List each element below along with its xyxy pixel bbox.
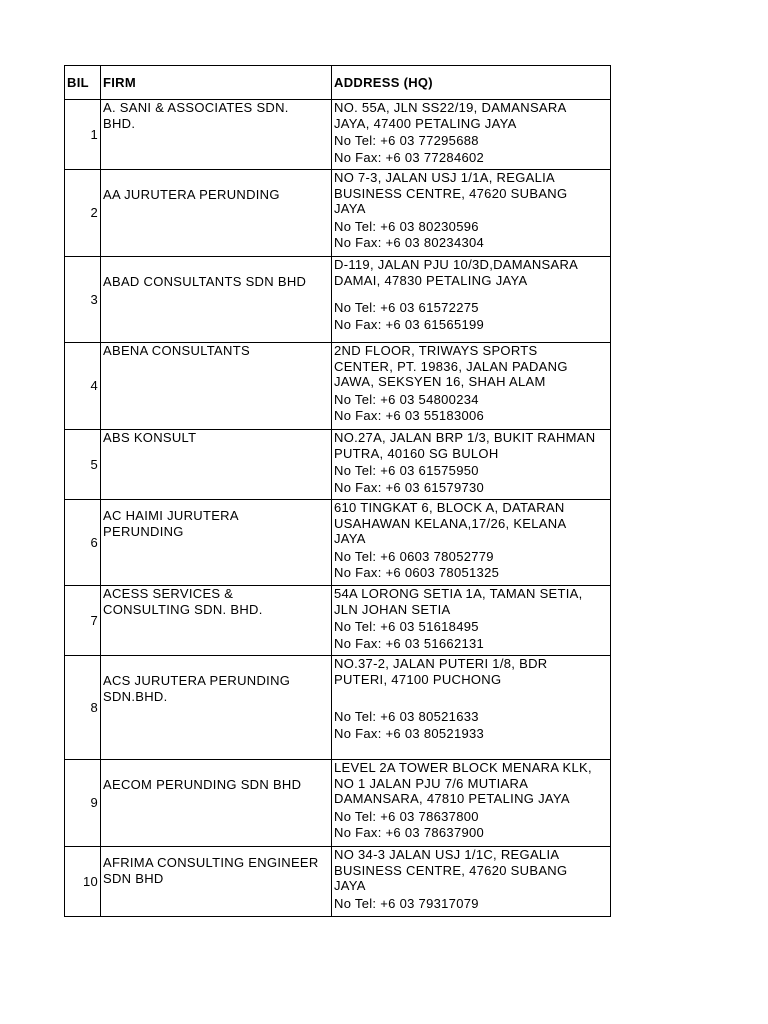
cell-firm <box>101 343 332 430</box>
fax-number: No Fax: +6 03 77284602 <box>334 149 485 165</box>
firm-name-line: ACS JURUTERA PERUNDING <box>103 673 291 688</box>
table-row <box>65 500 611 586</box>
header-address: ADDRESS (HQ) <box>332 66 611 100</box>
firm-directory-sheet <box>64 65 610 917</box>
cell-address <box>332 500 611 586</box>
table-row <box>65 170 611 257</box>
cell-firm <box>101 656 332 760</box>
cell-bil: 1 <box>65 100 101 170</box>
firm-name-line: ABENA CONSULTANTS <box>103 343 250 358</box>
address-line: BUSINESS CENTRE, 47620 SUBANG <box>334 185 568 201</box>
address-line: USAHAWAN KELANA,17/26, KELANA <box>334 515 567 531</box>
phone-number: No Tel: +6 03 61575950 <box>334 463 479 478</box>
address-line: NO.27A, JALAN BRP 1/3, BUKIT RAHMAN <box>334 430 596 445</box>
address-line: BUSINESS CENTRE, 47620 SUBANG <box>334 862 568 878</box>
cell-address <box>332 257 611 343</box>
address-line: NO.37-2, JALAN PUTERI 1/8, BDR <box>334 656 548 671</box>
address-line: 54A LORONG SETIA 1A, TAMAN SETIA, <box>334 586 583 601</box>
phone-number: No Tel: +6 03 61572275 <box>334 300 479 315</box>
cell-firm <box>101 430 332 500</box>
address-line: JAYA, 47400 PETALING JAYA <box>334 115 517 131</box>
cell-address <box>332 100 611 170</box>
cell-firm <box>101 500 332 586</box>
cell-bil: 2 <box>65 170 101 257</box>
firm-name-line: AFRIMA CONSULTING ENGINEER <box>103 855 319 870</box>
phone-number: No Tel: +6 03 78637800 <box>334 808 479 824</box>
address-line: NO 34-3 JALAN USJ 1/1C, REGALIA <box>334 847 560 862</box>
firm-name-line: ABAD CONSULTANTS SDN BHD <box>103 274 307 289</box>
table-row <box>65 430 611 500</box>
fax-number: No Fax: +6 03 80234304 <box>334 235 485 250</box>
phone-number: No Tel: +6 0603 78052779 <box>334 548 494 564</box>
table-row <box>65 100 611 170</box>
address-line: JLN JOHAN SETIA <box>334 601 451 617</box>
fax-number: No Fax: +6 03 55183006 <box>334 408 485 423</box>
table-row <box>65 586 611 656</box>
cell-address <box>332 430 611 500</box>
address-line: JAWA, SEKSYEN 16, SHAH ALAM <box>334 374 546 389</box>
cell-address <box>332 170 611 257</box>
phone-number: No Tel: +6 03 80230596 <box>334 218 479 234</box>
header-row <box>65 66 611 100</box>
cell-address <box>332 656 611 760</box>
address-line: NO 1 JALAN PJU 7/6 MUTIARA <box>334 775 529 791</box>
table-row <box>65 343 611 430</box>
address-line: DAMANSARA, 47810 PETALING JAYA <box>334 791 570 806</box>
cell-bil: 8 <box>65 656 101 760</box>
firm-name-line: ACESS SERVICES & <box>103 586 234 601</box>
phone-number: No Tel: +6 03 77295688 <box>334 133 479 148</box>
firm-name-line: SDN BHD <box>103 870 164 886</box>
cell-bil: 4 <box>65 343 101 430</box>
fax-number: No Fax: +6 03 61579730 <box>334 479 485 495</box>
phone-number: No Tel: +6 03 51618495 <box>334 619 479 634</box>
table-row <box>65 760 611 847</box>
firm-name-line: AECOM PERUNDING SDN BHD <box>103 777 302 792</box>
table-row <box>65 257 611 343</box>
firm-name-line: SDN.BHD. <box>103 688 168 704</box>
cell-bil: 6 <box>65 500 101 586</box>
cell-firm <box>101 170 332 257</box>
phone-number: No Tel: +6 03 54800234 <box>334 391 479 407</box>
table-row <box>65 656 611 760</box>
table-row <box>65 847 611 917</box>
cell-address <box>332 760 611 847</box>
address-line: CENTER, PT. 19836, JALAN PADANG <box>334 358 568 374</box>
table-header <box>65 66 611 100</box>
cell-bil: 9 <box>65 760 101 847</box>
cell-address <box>332 847 611 917</box>
cell-bil: 3 <box>65 257 101 343</box>
address-line: D-119, JALAN PJU 10/3D,DAMANSARA <box>334 257 579 272</box>
cell-bil: 10 <box>65 847 101 917</box>
fax-number: No Fax: +6 0603 78051325 <box>334 565 500 580</box>
address-line: LEVEL 2A TOWER BLOCK MENARA KLK, <box>334 760 592 775</box>
firm-directory-table <box>64 65 611 917</box>
phone-number: No Tel: +6 03 79317079 <box>334 895 479 911</box>
header-bil: BIL <box>65 66 101 100</box>
cell-bil: 5 <box>65 430 101 500</box>
cell-firm <box>101 586 332 656</box>
firm-name-line: PERUNDING <box>103 523 184 539</box>
address-line: 610 TINGKAT 6, BLOCK A, DATARAN <box>334 500 565 515</box>
fax-number: No Fax: +6 03 51662131 <box>334 635 485 651</box>
cell-firm <box>101 847 332 917</box>
address-line: DAMAI, 47830 PETALING JAYA <box>334 272 528 288</box>
firm-name-line: AA JURUTERA PERUNDING <box>103 187 280 202</box>
address-line: JAYA <box>334 878 366 893</box>
fax-number: No Fax: +6 03 78637900 <box>334 825 485 840</box>
address-line: JAYA <box>334 531 366 546</box>
address-line: NO 7-3, JALAN USJ 1/1A, REGALIA <box>334 170 555 185</box>
address-line: PUTRA, 40160 SG BULOH <box>334 445 499 461</box>
fax-number: No Fax: +6 03 80521933 <box>334 725 485 741</box>
firm-name-line: ABS KONSULT <box>103 430 197 445</box>
cell-firm <box>101 257 332 343</box>
firm-name-line: A. SANI & ASSOCIATES SDN. <box>103 100 289 115</box>
firm-name-line: CONSULTING SDN. BHD. <box>103 601 263 617</box>
firm-name-line: AC HAIMI JURUTERA <box>103 508 239 523</box>
cell-firm <box>101 100 332 170</box>
address-line: PUTERI, 47100 PUCHONG <box>334 671 502 687</box>
cell-address <box>332 586 611 656</box>
address-line: NO. 55A, JLN SS22/19, DAMANSARA <box>334 100 567 115</box>
phone-number: No Tel: +6 03 80521633 <box>334 709 479 724</box>
address-line: JAYA <box>334 201 366 216</box>
fax-number: No Fax: +6 03 61565199 <box>334 316 485 332</box>
header-firm: FIRM <box>101 66 332 100</box>
cell-firm <box>101 760 332 847</box>
address-line: 2ND FLOOR, TRIWAYS SPORTS <box>334 343 538 358</box>
firm-name-line: BHD. <box>103 115 136 131</box>
cell-bil: 7 <box>65 586 101 656</box>
table-body <box>65 100 611 917</box>
cell-address <box>332 343 611 430</box>
